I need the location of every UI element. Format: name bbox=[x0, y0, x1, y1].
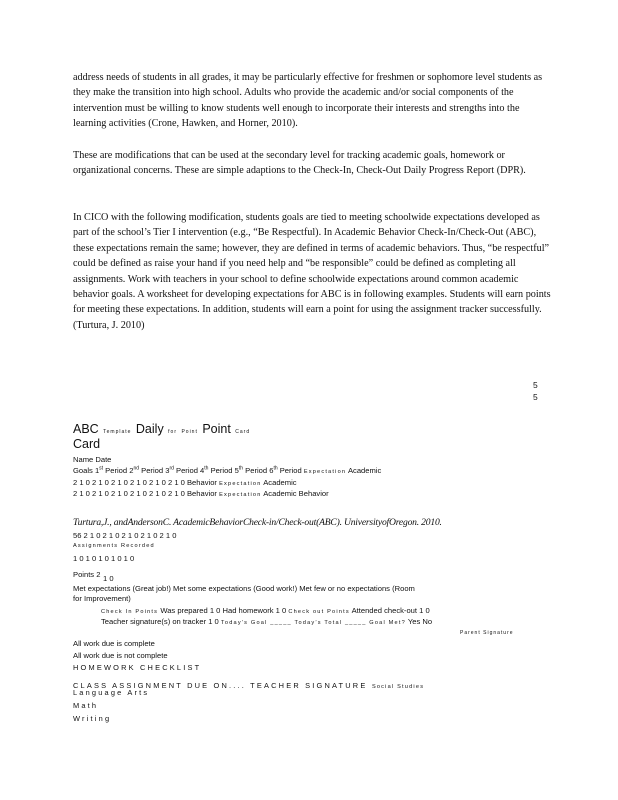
teacher-signature-row: Teacher signature(s) on tracker 1 0 Today’s Goal _____ Today’s Total _____ Goal Met? Yes No bbox=[101, 617, 433, 626]
class-assignment-header: CLASS ASSIGNMENT DUE ON.... TEACHER SIGNATURE Social Studies bbox=[73, 681, 425, 690]
points-row-1: 2 1 0 2 1 0 2 1 0 2 1 0 2 1 0 2 1 0 Behavior Expectation Academic bbox=[73, 478, 297, 487]
citation: Turtura,J., andAndersonC. AcademicBehaviorCheck-in/Check-out(ABC). UniversityofOregon. 2010. bbox=[73, 517, 442, 528]
goals-header-row: Goals 1st Period 2nd Period 3rd Period 4th Period 5th Period 6th Period Expectation Academic bbox=[73, 465, 382, 475]
modifications-paragraph: These are modifications that can be used at the secondary level for tracking academic goals, homework or organizational concerns. These are simple adaptions to the Check-In, Check-Out Daily Progress Report (DPR). bbox=[73, 150, 526, 177]
page-number-bottom: 5 bbox=[533, 392, 538, 402]
subject-writing: Writing bbox=[73, 714, 112, 723]
expectations-legend-line2: for Improvement) bbox=[73, 594, 131, 603]
parent-signature-label: Parent Signature bbox=[460, 630, 514, 636]
subject-language-arts: Language Arts bbox=[73, 688, 150, 697]
homework-checklist-heading: HOMEWORK CHECKLIST bbox=[73, 663, 202, 672]
points-row-2: 2 1 0 2 1 0 2 1 0 2 1 0 2 1 0 2 1 0 Behavior Expectation Academic Behavior bbox=[73, 489, 329, 498]
all-work-complete: All work due is complete bbox=[73, 639, 155, 648]
cico-paragraph: In CICO with the following modification, students goals are tied to meeting schoolwide expectations developed as part of the school’s Tier I intervention (e.g., “Be Respectful). In Academic Behavior Check-In/Check-Out (ABC), these expectations remain the same; however, they are defined in terms of academic behaviors. Thus, “be respectful” could be defined as raise your hand if you need help and “be responsible” could be defined as completing all assignments. Work with teachers in your school to define schoolwide expectations around common academic behavior goals. A worksheet for developing expectations for ABC is in following examples. Students will earn points for meeting these expectations. In addition, students will earn a point for using the assignment tracker successfully. (Turtura, J. 2010) bbox=[73, 212, 551, 331]
subject-math: Math bbox=[73, 701, 99, 710]
assignments-recorded-label: Assignments Recorded bbox=[73, 543, 155, 549]
intro-paragraph: address needs of students in all grades, it may be particularly effective for freshmen or sophomore level students as they make the transition into high school. Adults who provide the academic and/or social components of the intervention must be willing to know students well enough to incorporate their interests and strengths into the learning activities (Crone, Hawken, and Horner, 2010). bbox=[73, 72, 543, 130]
form-title: ABC Template Daily for Point Point Card bbox=[73, 422, 251, 436]
name-date-label: Name Date bbox=[73, 455, 112, 464]
points-10: 1 0 bbox=[103, 574, 114, 583]
all-work-not-complete: All work due is not complete bbox=[73, 651, 168, 660]
form-title-card: Card bbox=[73, 437, 101, 451]
points-row-4: 1 0 1 0 1 0 1 0 1 0 bbox=[73, 554, 135, 563]
page-number-top: 5 bbox=[533, 380, 538, 390]
points-row-3: 56 2 1 0 2 1 0 2 1 0 2 1 0 2 1 0 bbox=[73, 531, 177, 540]
points-label: Points 2 bbox=[73, 570, 101, 579]
expectations-legend-line1: Met expectations (Great job!) Met some expectations (Good work!) Met few or no expectations (Room bbox=[73, 584, 415, 593]
check-in-out-row: Check In Points Was prepared 1 0 Had homework 1 0 Check out Points Attended check-out 1 0 bbox=[101, 606, 430, 615]
